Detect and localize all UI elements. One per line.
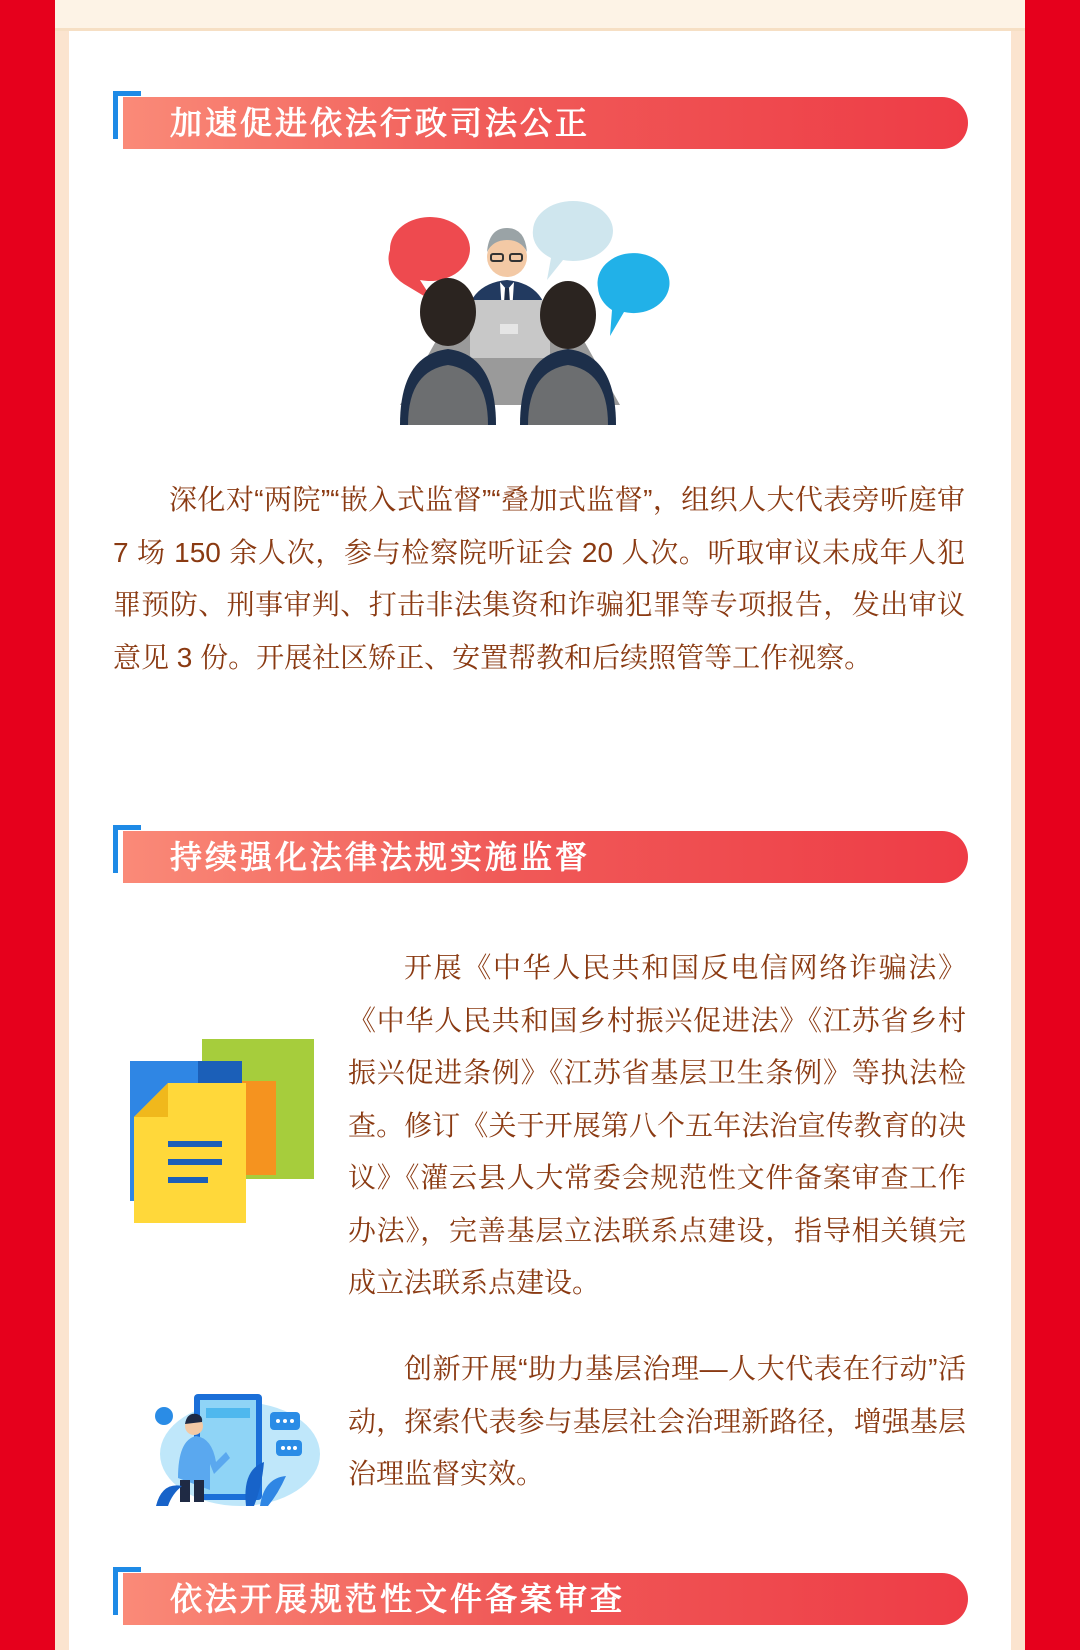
section-title: 依法开展规范性文件备案审查 <box>170 1581 626 1617</box>
section-heading-law-supervision <box>113 825 968 887</box>
section-paragraph: 开展《中华人民共和国反电信网络诈骗法》《中华人民共和国乡村振兴促进法》《江苏省乡村振兴促进条例》《江苏省基层卫生条例》等执法检查。修订《关于开展第八个五年法治宣传教育的决议》《灌云县人大常委会规范性文件备案审查工作办法》，完善基层立法联系点建设，指导相关镇完成立法联系点建设。 <box>348 952 966 1298</box>
section-title: 持续强化法律法规实施监督 <box>170 839 591 875</box>
card-left-shade <box>55 0 69 1650</box>
section-title: 加速促进依法行政司法公正 <box>170 105 591 141</box>
section-paragraph: 深化对“两院”“嵌入式监督”“叠加式监督”，组织人大代表旁听庭审 7 场 150 余人次，参与检察院听证会 20 人次。听取审议未成年人犯罪预防、刑事审判、打击非法集资和诈骗犯罪等专项报告，发出审议意见 3 份。开展社区矫正、安置帮教和后续照管等工作视察。 <box>113 484 965 673</box>
document-files-icon <box>128 1035 318 1225</box>
section-heading-judicial <box>113 91 968 153</box>
deputy-in-action-icon <box>150 1388 320 1508</box>
section-paragraph: 创新开展“助力基层治理—人大代表在行动”活动，探索代表参与基层社会治理新路径，增强基层治理监督实效。 <box>348 1353 966 1489</box>
card-right-shade <box>1011 0 1025 1650</box>
section-heading-filing-review <box>113 1567 968 1629</box>
court-hearing-meeting-icon <box>350 200 680 430</box>
card-top-band <box>55 0 1025 31</box>
